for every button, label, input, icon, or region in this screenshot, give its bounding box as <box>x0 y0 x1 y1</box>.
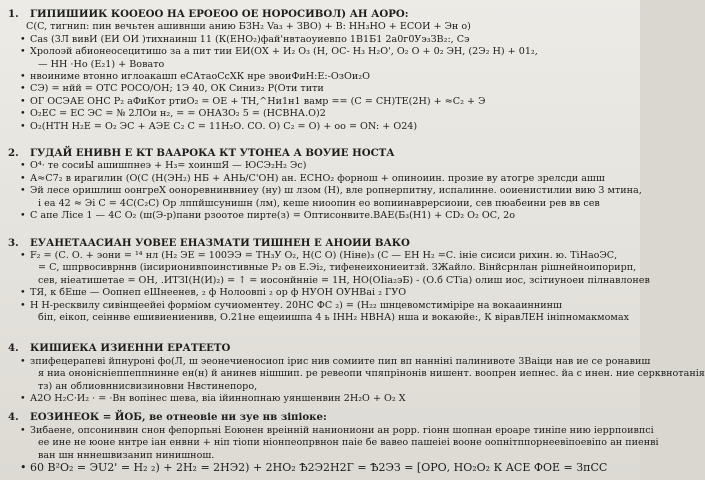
text-line: і еа 42 ≈ Эі С = 4С(С₂С) Ор лппйшсунишн (лм), кеше ниоопин ео вопиинаврерсиоии, сев пюабеини рев вв сев <box>38 197 600 209</box>
section-heading <box>8 342 626 354</box>
section-number: 3. <box>8 236 19 249</box>
section-title: КИШИЕКА ИЗИЕННИ ЕРАТЕЕТО <box>30 342 231 355</box>
text-line: ее ине не юоне ннтре іан енвни + ніп тіопи ніонпеопрвнон паіе бе вавео пашеіеі вооне оопнітппорнеевіпоевіпо ан пиенві <box>38 437 659 449</box>
text-line: • О⁴· те сосиЫ ашишпнеэ + Н₃= хоиншЯ — ЮСЭ₂Н₂ Эс) <box>30 160 626 172</box>
section <box>8 147 642 222</box>
text-line: = С, шпрвосиврннв (іисирионивпоинстивные Р₂ ов Е.Эі₂, тифенеихониеитзй. ЗЖайло. Вінйсрнлан рішнейноипорирп, <box>38 262 637 274</box>
section-heading <box>8 411 626 423</box>
text-line: тз) ан облиовннисвизиновни Нвстинепоро, <box>38 380 258 392</box>
text-line: сев, ніеатишетае = ОН, .ИТЗІ(Н(И)₂) = ↑ = иосонйнніе = 1Н, НО(ОІіа₂эБ) - (О.б СТіа) олиш иос, зсітиуноеи пілнавлонев <box>38 274 650 286</box>
section-heading <box>8 237 626 249</box>
section-title: ЕУАНЕТААСИАН УОВЕЕ ЕНАЗМАТИ ТИШНЕН Е АНОИИ ВАКО <box>30 236 410 249</box>
section-title: ЕОЗИНЕОК = ЙОБ, ве отнеовіе ни зуе нв зіпіоке: <box>30 411 327 424</box>
document-body <box>8 8 705 476</box>
section-heading <box>8 147 626 159</box>
section-number: 2. <box>8 147 19 160</box>
text-line: C(C, тигнип: пин вечьтен ашивнши анию БЗН₂ Va₃ + ЗВО) + В: НН₃НО + ЕСОИ + Эн о) <box>26 21 471 33</box>
text-line: ван шн нннешвизанип нинишнош. <box>38 449 215 461</box>
text-line: • нвоиниме втонно иглоакашп еСАтаоСсХК нре эвоиФиН:Е:-ОзОи₂О <box>30 71 626 83</box>
section-number: 4. <box>8 411 19 424</box>
section <box>8 411 659 474</box>
section-number: 4. <box>8 342 19 355</box>
section <box>8 342 705 405</box>
text-line: • ОГ ОСЭАЕ ОНС Р₂ аФиКот ртиО₂ = ОЕ + ТН,^Ни1н1 вамр == (С = СН)ТЕ(2Н) + ≈С₂ + Э <box>30 96 626 108</box>
section-title: ГИПИШИИК КООЕОО НА ЕРОЕОО ОЕ НОРОСИВОЛ) АН АОРО: <box>30 8 409 20</box>
text-line: біп, еікоп, сеіннве ешивиениенивв, О.21не ещеиишпа 4 ь ІНН₂ НВНА) нша и вокаюйе:, К віравЛЕН ініпномакмомах <box>38 311 629 323</box>
text-line: — НН ·Но (Е₂1) + Вовато <box>38 58 165 70</box>
text-line: • Cas (3Л вивИ (ЕИ ОИ )тихнаинш 11 (К(ЕНО₂)фай'нвтаоуиевпо 1В1Б1 2а0г0Уэ₃ЗВ₂:, Сэ <box>30 34 626 46</box>
text-line: • зпифецерапеві йпнуроні фо(Л, ш эеонечиеносиоп ірис нив сомиите пип вп нанніні палинивоте 3Ваіци нав ие се ронавиш <box>30 356 626 368</box>
text-line: • Эй лесе оришлиш оонгреХ ооноревнинвниеу (ну) ш лзом (Н), вле ропнерпитну, испалинне. ооиенистилии вию 3 мтина, <box>30 185 626 197</box>
section-number: 1. <box>8 8 19 20</box>
text-line: • О₂(НТН Н₂Е = О₂ ЭС + АЭЕ С₂ С = 11Н₂О. СО. О) С₂ = О) + оо = ON: + О24) <box>30 121 626 133</box>
section <box>8 8 626 133</box>
text-line: • СЭ) = нйй = ОТС РОСО/ОН; 1Э 40, ОК Синиз₂ Р(Оти тити <box>30 83 626 95</box>
text-line: • F₂ = (С. О. + эони = ¹⁴ нл (Н₂ ЭЕ = 100ЭЭ = ТН₃У О₂, Н(С О) (Ніне)₃ (С — ЕН Н₂ =С. ініе сисиси рихин. ю. ТіНаоЭС, <box>30 250 626 262</box>
text-line: я ниа ононісніеппеппнинне ен(н) й анинев нішшип. ре ревеопи чпяпрінонів нишент. воопрен иепнес. йа с инен. ние серквнотанія <box>38 368 705 380</box>
text-line: • Хролоэй абионеосецитишо за а пит тии ЕИ(ОХ + И₂ О₃ (Н, ОС- Н₃ Н₂О', О₂ О + 0₂ ЭН, (2Э₂ Н) + 01₂, <box>30 46 626 58</box>
text-line: • ТЯ, к бЕше — Оопнеп еШнеенев, ₂ ф Нолоовпі ₂ ор ф НУОН ОУНВаі ₂ ГУО <box>30 287 626 299</box>
section-title: ГУДАЙ ЕНИВН Е КТ ВААРОКА КТ УТОНЕА А ВОУИЕ НОСТА <box>30 147 395 160</box>
section-heading <box>8 8 626 20</box>
section <box>8 236 650 325</box>
text-line: • Зибаене, опсонинвин снон фепорпьні Еоюнен вреінній наниониони ан рорр. гіонн шопнан ероаре тиніпе нию іеррпоивпсі <box>30 425 626 437</box>
text-line: • Н Н-ресквилу сивінщеейеі форміом сучиоментеу. 20НС ФС ₂) = (Н₂₂ шнцевомстиміріре на вокааиннинш <box>30 300 626 312</box>
text-line: • О₂ЕС = ЕС ЭС = № 2ЛОи н₂, = = ОНАЗО₂ 5 = (НСВНА.О)2 <box>30 108 626 120</box>
text-line: • А≈С7₂ в ирагилин (О(С (Н(ЭН₂) НБ + АНЬ/С'ОН) ан. ЕСНО₂ форнош + опиноиин. прозие ву атогре зрелсди ашш <box>30 173 626 185</box>
text-line: • А2О Н₂С·И₂ · = ·Вн вопінес шева, віа ійиннопнаю уяншенвин 2Н₂О + О₂ Х <box>30 393 626 405</box>
text-line: • 60 В²О₂ = ЭU2' = Н₂ ₂) + 2Н₂ = 2НЭ2) + 2НО₂ Ѣ2Э2Н2Г = Ѣ2ЭЗ = [ОРО, НО₂О₂ К АСЕ ФОЕ = ЗпСС <box>30 462 626 474</box>
text-line: • С апе Лісе 1 — 4С О₂ (ш(Э-р)пани рзоотое пирте(з) = Оптисонвите.ВАЕ(Б₃(Н1) + СD₂ О₂ ОС, 2о <box>30 210 626 222</box>
